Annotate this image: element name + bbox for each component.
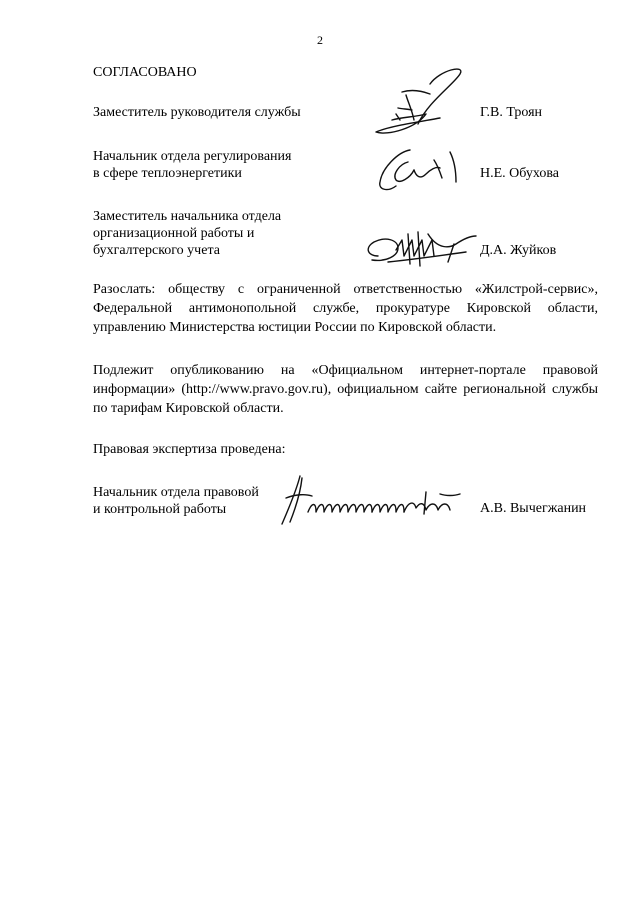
legal-signatory-name: А.В. Вычегжанин <box>480 501 587 516</box>
signatory-3-position <box>93 208 353 259</box>
signature-1 <box>368 62 468 140</box>
legal-signatory-position-line-1: Начальник отдела правовой <box>93 485 259 500</box>
signatory-1-name: Г.В. Троян <box>480 105 543 120</box>
signatory-2-position-line-1: Начальник отдела регулирования <box>93 149 292 164</box>
distribution-paragraph: Разослать: обществу с ограниченной ответственностью «Жилстрой-сервис», Федеральной антимонопольной службе, прокуратуре Кировской области, управлению Министерства юстиции России по Кировской области. <box>93 282 598 335</box>
signature-2 <box>370 140 470 198</box>
legal-signatory-position-line-2: и контрольной работы <box>93 502 227 517</box>
signatory-3-position-line-1: Заместитель начальника отдела <box>93 209 282 224</box>
legal-review-title: Правовая экспертиза проведена: <box>93 442 286 457</box>
signature-4 <box>276 472 466 530</box>
signatory-2-name: Н.Е. Обухова <box>480 166 559 181</box>
signature-3 <box>358 226 478 274</box>
signatory-2-position <box>93 148 353 182</box>
agreed-heading: СОГЛАСОВАНО <box>93 65 197 80</box>
publication-paragraph: Подлежит опубликованию на «Официальном интернет-портале правовой информации» (http://www.pravo.gov.ru), официальном сайте региональной службы по тарифам Кировской области. <box>93 363 598 416</box>
signatory-3-position-line-2: организационной работы и <box>93 226 255 241</box>
signatory-1-position: Заместитель руководителя службы <box>93 105 301 120</box>
page-number: 2 <box>317 33 323 47</box>
signatory-3-position-line-3: бухгалтерского учета <box>93 243 220 258</box>
signatory-2-position-line-2: в сфере теплоэнергетики <box>93 166 242 181</box>
signatory-3-name: Д.А. Жуйков <box>480 243 557 258</box>
